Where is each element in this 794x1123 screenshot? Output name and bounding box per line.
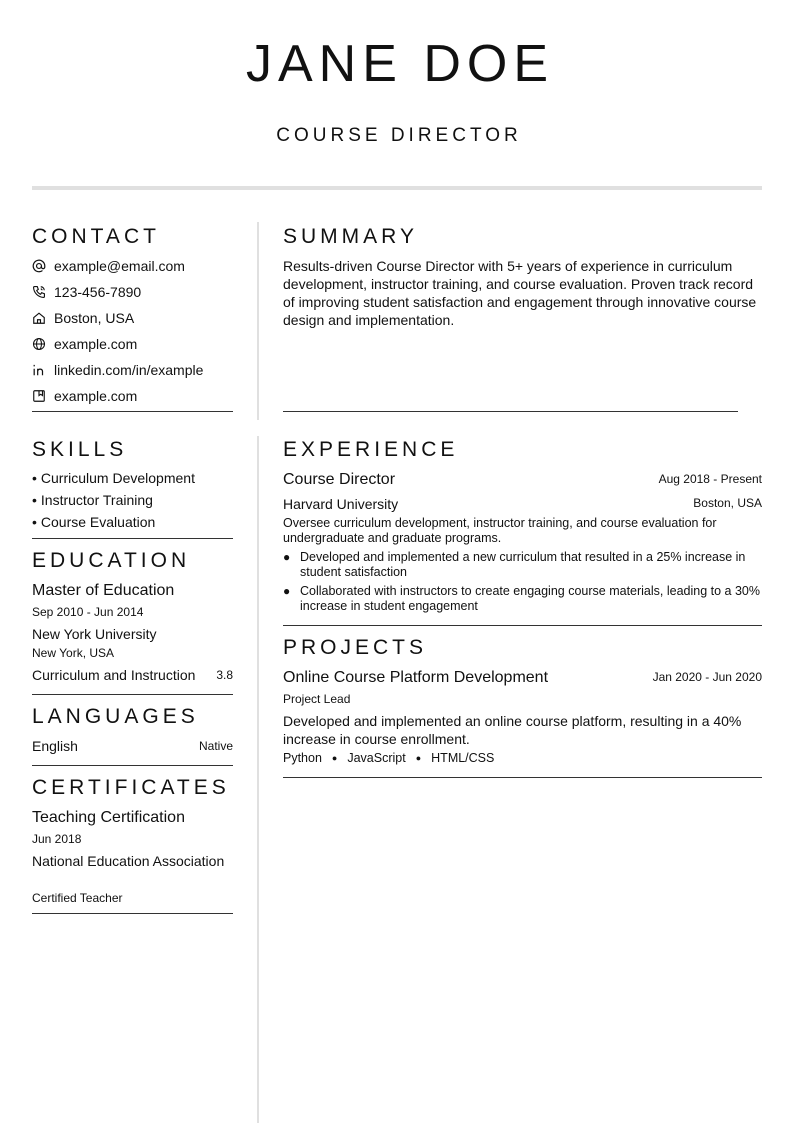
- certificate-note: Certified Teacher: [32, 891, 123, 905]
- project-tag: JavaScript: [347, 751, 406, 765]
- contact-location-text: Boston, USA: [54, 310, 135, 326]
- education-divider: [32, 694, 233, 695]
- globe-icon: [32, 337, 46, 351]
- project-tag: Python: [283, 751, 322, 765]
- language-level: Native: [198, 739, 233, 753]
- skill-label: Curriculum Development: [40, 470, 195, 486]
- projects-heading: PROJECTS: [283, 636, 428, 659]
- languages-divider: [32, 765, 233, 766]
- contact-location: [32, 308, 252, 328]
- contact-divider: [32, 411, 233, 412]
- education-dates: Sep 2010 - Jun 2014: [32, 605, 144, 619]
- job-title: COURSE DIRECTOR: [276, 125, 522, 146]
- experience-role: Course Director: [283, 471, 396, 488]
- project-description: Developed and implemented an online course platform, resulting in a 40% increase in course enrollment.: [283, 713, 742, 747]
- contact-phone-text: 123-456-7890: [54, 284, 142, 300]
- contact-website-text: example.com: [54, 336, 138, 352]
- summary-heading: SUMMARY: [283, 225, 418, 248]
- contact-email[interactable]: [32, 256, 252, 276]
- experience-heading: EXPERIENCE: [283, 438, 459, 461]
- certificates-heading: CERTIFICATES: [32, 776, 230, 799]
- certificate-date: Jun 2018: [32, 832, 82, 846]
- project-dates: Jan 2020 - Jun 2020: [652, 670, 762, 684]
- portfolio-icon: [32, 389, 46, 403]
- experience-bullet-text: Collaborated with instructors to create engaging course materials, leading to a 30% increase in student engagement: [300, 584, 760, 613]
- summary-text: Results-driven Course Director with 5+ years of experience in curriculum development, instructor training, and course evaluation. Proven track record of improving student satisfaction and engagement through innovative course design and implementation.: [283, 258, 757, 328]
- project-name: Online Course Platform Development: [283, 669, 549, 686]
- experience-description: Oversee curriculum development, instructor training, and course evaluation for undergraduate and graduate programs.: [283, 516, 717, 545]
- skill-item: • Instructor Training: [32, 492, 153, 508]
- project-tag: HTML/CSS: [431, 751, 495, 765]
- experience-bullet: ● Developed and implemented a new curriculum that resulted in a 25% increase in student satisfaction: [283, 550, 762, 580]
- skills-divider: [32, 538, 233, 539]
- experience-bullet: ● Collaborated with instructors to create engaging course materials, leading to a 30% increase in student engagement: [283, 584, 762, 614]
- column-divider: [257, 222, 259, 1123]
- tag-separator: ●: [415, 753, 422, 763]
- experience-company: Harvard University: [283, 496, 399, 512]
- contact-linkedin-text: linkedin.com/in/example: [54, 362, 204, 378]
- project-role: Project Lead: [283, 692, 351, 706]
- language-name: English: [32, 738, 78, 754]
- certificate-name: Teaching Certification: [32, 809, 185, 826]
- education-degree: Master of Education: [32, 582, 175, 599]
- header-divider: [32, 186, 762, 190]
- languages-heading: LANGUAGES: [32, 705, 199, 728]
- tag-separator: ●: [331, 753, 338, 763]
- skill-label: Instructor Training: [40, 492, 153, 508]
- certificate-issuer: National Education Association: [32, 853, 225, 869]
- education-field: Curriculum and Instruction: [32, 667, 196, 683]
- home-icon: [32, 311, 46, 325]
- summary-divider: [283, 411, 738, 412]
- project-tags: [283, 750, 494, 766]
- experience-location: Boston, USA: [693, 496, 762, 510]
- contact-heading: CONTACT: [32, 225, 160, 248]
- contact-email-text: example@email.com: [54, 258, 185, 274]
- contact-linkedin[interactable]: [32, 360, 252, 380]
- skills-heading: SKILLS: [32, 438, 128, 461]
- column-divider-gap: [256, 420, 260, 436]
- experience-bullet-text: Developed and implemented a new curriculum that resulted in a 25% increase in student satisfaction: [300, 550, 746, 579]
- contact-phone[interactable]: [32, 282, 252, 302]
- education-location: New York, USA: [32, 646, 115, 660]
- education-school: New York University: [32, 626, 157, 642]
- skill-label: Course Evaluation: [40, 514, 156, 530]
- projects-divider: [283, 777, 762, 778]
- contact-portfolio[interactable]: [32, 386, 252, 406]
- experience-dates: Aug 2018 - Present: [658, 472, 762, 486]
- experience-divider: [283, 625, 762, 626]
- education-heading: EDUCATION: [32, 549, 191, 572]
- contact-website[interactable]: [32, 334, 252, 354]
- skill-item: • Course Evaluation: [32, 514, 156, 530]
- candidate-name: JANE DOE: [245, 35, 555, 93]
- education-gpa: 3.8: [216, 668, 233, 682]
- certificates-divider: [32, 913, 233, 914]
- at-icon: [32, 259, 46, 273]
- skill-item: • Curriculum Development: [32, 470, 195, 486]
- linkedin-icon: [32, 363, 46, 377]
- phone-icon: [32, 285, 46, 299]
- contact-portfolio-text: example.com: [54, 388, 138, 404]
